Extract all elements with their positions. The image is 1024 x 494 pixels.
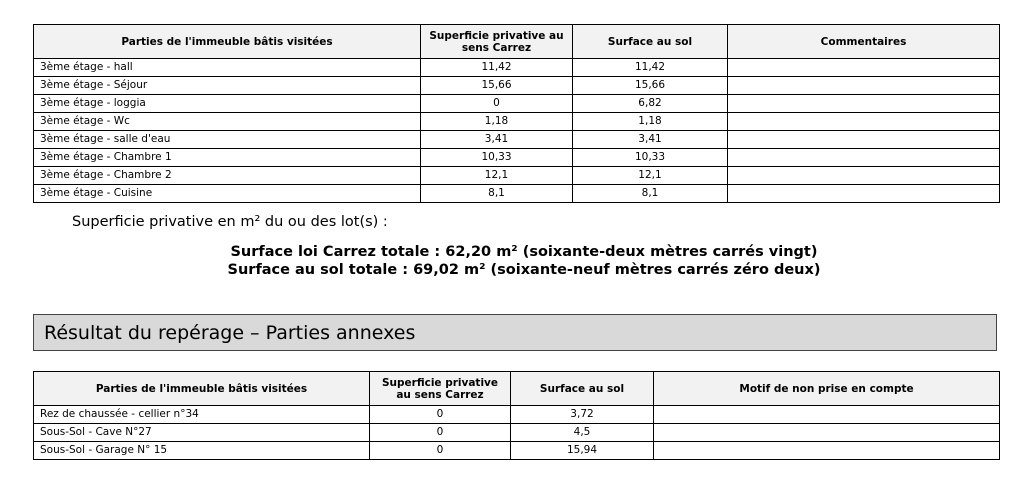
table-row [34,59,1000,77]
column-header: Parties de l'immeuble bâtis visitées [34,25,421,59]
comment-cell [728,149,1000,167]
carrez-cell: 0 [421,95,573,113]
sol-cell: 15,66 [573,77,728,95]
table-row [34,442,1000,460]
room-cell: 3ème étage - hall [34,59,421,77]
room-cell: 3ème étage - salle d'eau [34,131,421,149]
sol-cell: 4,5 [511,424,654,442]
room-cell: 3ème étage - Chambre 2 [34,167,421,185]
comment-cell [728,77,1000,95]
reason-cell [654,442,1000,460]
carrez-cell: 3,41 [421,131,573,149]
sol-cell: 3,41 [573,131,728,149]
sol-cell: 1,18 [573,113,728,131]
table-header-row [34,25,1000,59]
table-row [34,167,1000,185]
room-cell: 3ème étage - loggia [34,95,421,113]
comment-cell [728,95,1000,113]
carrez-cell: 1,18 [421,113,573,131]
carrez-cell: 8,1 [421,185,573,203]
carrez-cell: 15,66 [421,77,573,95]
room-cell: Sous-Sol - Garage N° 15 [34,442,370,460]
annex-section-title: Résultat du repérage – Parties annexes [44,322,416,344]
column-header: Parties de l'immeuble bâtis visitées [34,372,370,406]
comment-cell [728,59,1000,77]
table-row [34,185,1000,203]
summary-intro: Superficie privative en m² du ou des lot(s) : [72,214,388,230]
room-cell: Sous-Sol - Cave N°27 [34,424,370,442]
sol-cell: 3,72 [511,406,654,424]
reason-cell [654,406,1000,424]
annex-section-header [33,314,997,351]
carrez-cell: 0 [370,406,511,424]
comment-cell [728,131,1000,149]
column-header: Motif de non prise en compte [654,372,1000,406]
column-header: Commentaires [728,25,1000,59]
table-row [34,113,1000,131]
sol-cell: 6,82 [573,95,728,113]
comment-cell [728,113,1000,131]
room-cell: 3ème étage - Séjour [34,77,421,95]
carrez-cell: 0 [370,442,511,460]
sol-cell: 12,1 [573,167,728,185]
table-row [34,77,1000,95]
room-cell: 3ème étage - Wc [34,113,421,131]
room-cell: 3ème étage - Chambre 1 [34,149,421,167]
table-row [34,424,1000,442]
carrez-cell: 0 [370,424,511,442]
annex-surface-table [33,371,1000,460]
carrez-total: Surface loi Carrez totale : 62,20 m² (soixante-deux mètres carrés vingt) [230,244,818,260]
sol-cell: 10,33 [573,149,728,167]
sol-total: Surface au sol totale : 69,02 m² (soixante-neuf mètres carrés zéro deux) [227,262,821,278]
table-row [34,149,1000,167]
main-surface-table [33,24,1000,203]
comment-cell [728,167,1000,185]
table-row [34,406,1000,424]
column-header: Superficie privative au sens Carrez [421,25,573,59]
table-header-row [34,372,1000,406]
room-cell: 3ème étage - Cuisine [34,185,421,203]
sol-cell: 15,94 [511,442,654,460]
column-header: Superficie privative au sens Carrez [370,372,511,406]
room-cell: Rez de chaussée - cellier n°34 [34,406,370,424]
carrez-cell: 12,1 [421,167,573,185]
column-header: Surface au sol [573,25,728,59]
table-row [34,95,1000,113]
table-row [34,131,1000,149]
column-header: Surface au sol [511,372,654,406]
sol-cell: 8,1 [573,185,728,203]
sol-cell: 11,42 [573,59,728,77]
reason-cell [654,424,1000,442]
comment-cell [728,185,1000,203]
carrez-cell: 10,33 [421,149,573,167]
carrez-cell: 11,42 [421,59,573,77]
